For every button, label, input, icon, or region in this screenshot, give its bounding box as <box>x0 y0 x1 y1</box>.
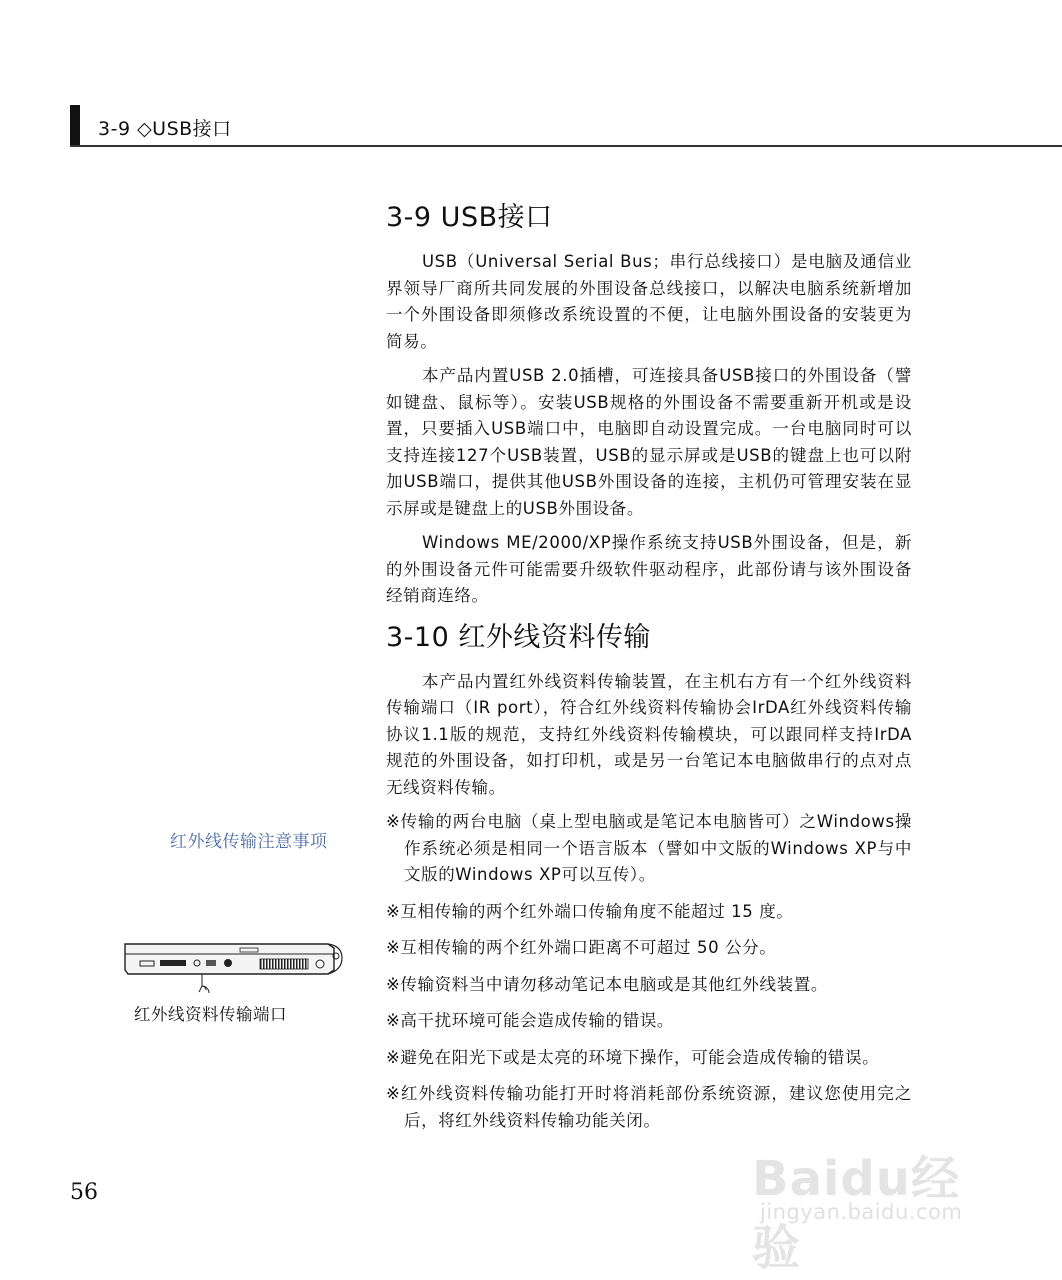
infrared-paragraph: 本产品内置红外线资料传输装置，在主机右方有一个红外线资料传输端口（IR port），符合红外线资料传输协会IrDA红外线资料传输协议1.1版的规范，支持红外线资料传输模块，可以跟同样支持IrDA规范的外围设备，如打印机，或是另一台笔记本电脑做串行的点对点无线资料传输。 <box>386 671 912 797</box>
header-rule <box>70 145 1062 147</box>
page-number: 56 <box>70 1180 98 1205</box>
note-item: ※红外线资料传输功能打开时将消耗部份系统资源，建议您使用完之后，将红外线资料传输功能关闭。 <box>386 1084 912 1130</box>
running-header: 3-9 ◇USB接口 <box>98 118 232 140</box>
baidu-watermark <box>752 1140 1002 1276</box>
note-item: ※避免在阳光下或是太亮的环境下操作，可能会造成传输的错误。 <box>386 1047 880 1067</box>
note-item: ※高干扰环境可能会造成传输的错误。 <box>386 1011 675 1031</box>
note-item: ※互相传输的两个红外端口传输角度不能超过 15 度。 <box>386 901 794 921</box>
watermark-logo: Baidu经验 <box>752 1151 960 1276</box>
section-title-infrared: 3-10 红外线资料传输 <box>386 621 651 653</box>
note-item: ※互相传输的两个红外端口距离不可超过 50 公分。 <box>386 938 777 958</box>
infrared-notes-list <box>386 809 912 1134</box>
watermark-url: jingyan.baidu.com <box>760 1200 963 1224</box>
main-content <box>386 200 912 1144</box>
figure-caption-ir-port: 红外线资料传输端口 <box>134 1005 287 1024</box>
header-bar <box>70 105 80 147</box>
section-title-usb: 3-9 USB接口 <box>386 202 553 233</box>
usb-paragraph-2: 本产品内置USB 2.0插槽，可连接具备USB接口的外围设备（譬如键盘、鼠标等）。安装USB规格的外围设备不需要重新开机或是设置，只要插入USB端口中，电脑即自动设置完成。一台电脑同时可以支持连接127个USB装置，USB的显示屏或是USB的键盘上也可以附加USB端口，提供其他USB外围设备的连接，主机仍可管理安装在显示屏或是键盘上的USB外围设备。 <box>386 366 912 518</box>
note-item: ※传输资料当中请勿移动笔记本电脑或是其他红外线装置。 <box>386 974 828 994</box>
laptop-side-illustration <box>122 940 347 1002</box>
sidebar-note-label: 红外线传输注意事项 <box>170 832 328 852</box>
note-item: ※传输的两台电脑（桌上型电脑或是笔记本电脑皆可）之Windows操作系统必须是相同一个语言版本（譬如中文版的Windows XP与中文版的Windows XP可以互传）。 <box>386 812 912 885</box>
usb-paragraph-1: USB（Universal Serial Bus；串行总线接口）是电脑及通信业界领导厂商所共同发展的外围设备总线接口，以解决电脑系统新增加一个外围设备即须修改系统设置的不便，让电脑外围设备的安装更为简易。 <box>386 252 912 351</box>
usb-paragraph-3: Windows ME/2000/XP操作系统支持USB外围设备，但是，新的外围设备元件可能需要升级软件驱动程序，此部份请与该外围设备经销商连络。 <box>386 533 912 606</box>
